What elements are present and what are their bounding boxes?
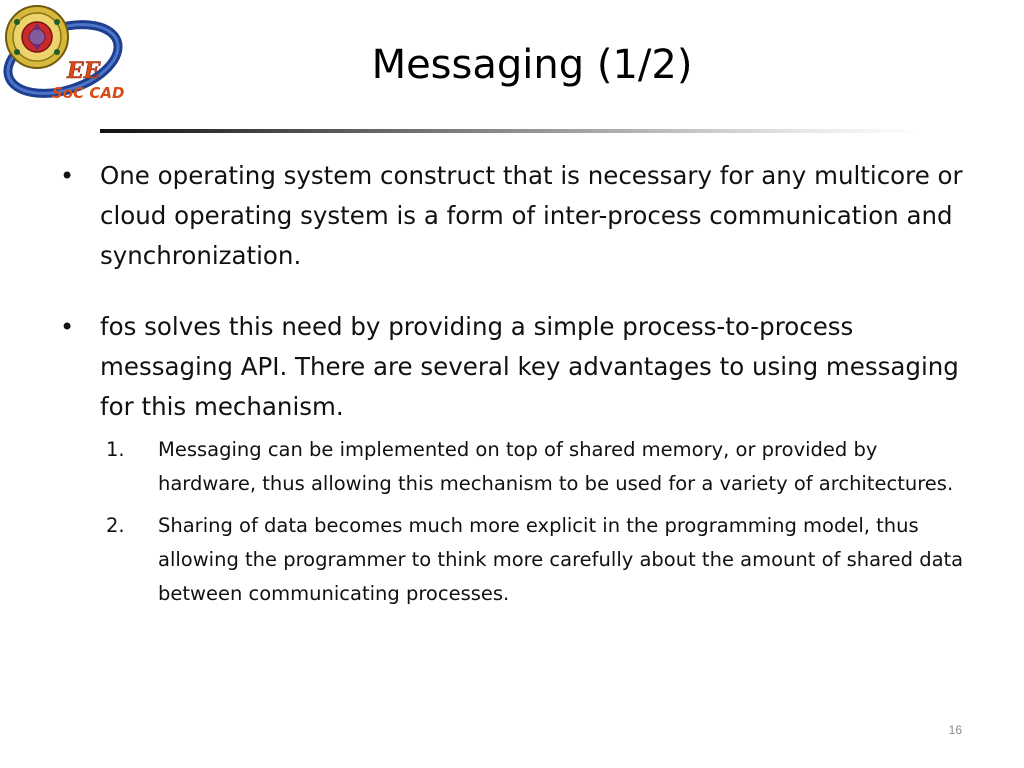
- item-number: 2.: [106, 514, 125, 537]
- bullet-text: fos solves this need by providing a simple process-to-process messaging API. There are several key advantages to using messaging for this mechanism.: [100, 312, 959, 421]
- logo-soc-cad-text: SoC CAD: [52, 84, 125, 102]
- item-text: Messaging can be implemented on top of shared memory, or provided by hardware, thus allowing this mechanism to be used for a variety of architectures.: [158, 438, 954, 495]
- page-number: 16: [948, 723, 962, 737]
- ee-soc-cad-logo: [0, 0, 126, 112]
- item-number: 1.: [106, 438, 125, 461]
- bullet-text: One operating system construct that is necessary for any multicore or cloud operating system is a form of inter-process communication and synchronization.: [100, 161, 963, 270]
- item-text: Sharing of data becomes much more explicit in the programming model, thus allowing the programmer to think more carefully about the amount of shared data between communicating processes.: [158, 514, 964, 605]
- numbered-sublist: [106, 427, 970, 611]
- slide-content: [60, 156, 970, 619]
- numbered-item: [106, 433, 970, 501]
- logo-ee-text: EE: [67, 58, 101, 84]
- bullet-dot-icon: •: [60, 162, 75, 190]
- numbered-item: [106, 509, 970, 611]
- bullet-item: [60, 307, 970, 427]
- bullet-item: [60, 156, 970, 276]
- slide-title: Messaging (1/2): [371, 42, 693, 88]
- bullet-dot-icon: •: [60, 313, 75, 341]
- title-divider: [100, 129, 922, 133]
